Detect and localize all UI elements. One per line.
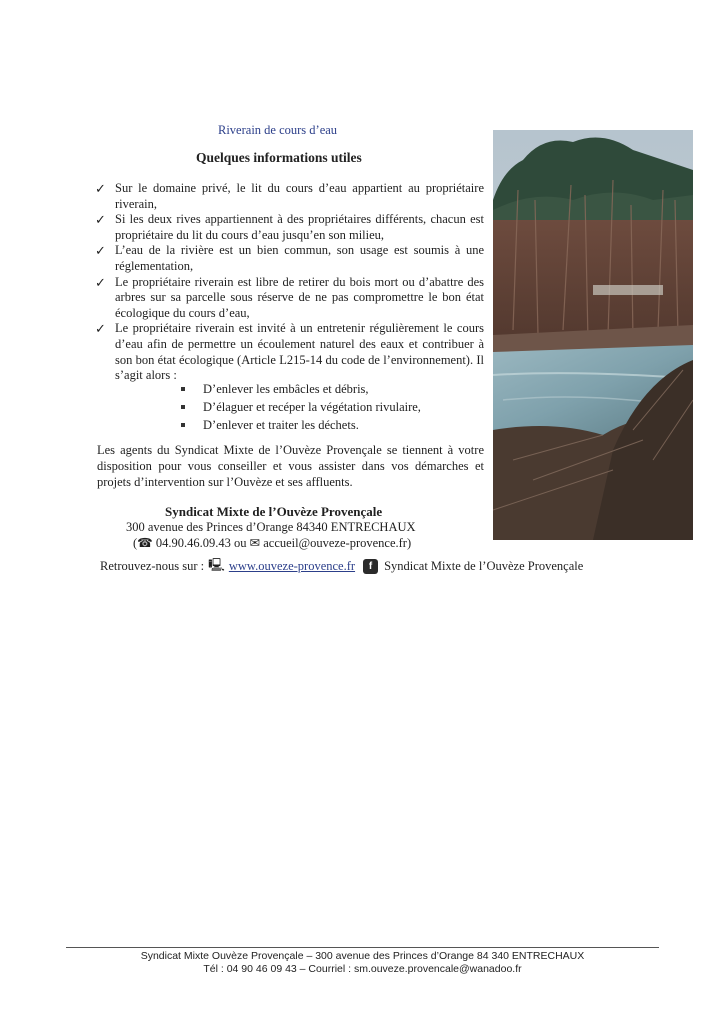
retrouvez-label: Retrouvez-nous sur : — [100, 559, 205, 573]
facebook-page-name: Syndicat Mixte de l’Ouvèze Provençale — [384, 559, 584, 573]
list-item: ✓ Sur le domaine privé, le lit du cours d’eau appartient au propriétaire riverain, — [95, 181, 484, 211]
organization-address: 300 avenue des Princes d’Orange 84340 ENTRECHAUX — [126, 520, 416, 534]
list-item: D’enlever les embâcles et débris, — [178, 380, 421, 398]
river-photo — [493, 130, 693, 540]
organization-name: Syndicat Mixte de l’Ouvèze Provençale — [165, 504, 383, 519]
footer-line-1: Syndicat Mixte Ouvèze Provençale – 300 avenue des Princes d’Orange 84 340 ENTRECHAUX — [140, 950, 585, 962]
list-item: ✓ Le propriétaire riverain est invité à un entretenir régulièrement le cours d’eau afin de permettre un écoulement naturel des eaux et contribuer à son bon état écologique (Article L215-14 du code de l’environnement). Il s’agit alors : — [95, 321, 484, 383]
footer-divider — [66, 947, 659, 948]
list-item: D’enlever et traiter les déchets. — [178, 416, 421, 434]
computer-icon: 🖳 — [208, 558, 225, 572]
check-mark-icon: ✓ — [95, 181, 106, 196]
square-bullet-icon — [181, 405, 185, 409]
phone-icon: ☎ — [137, 536, 153, 550]
phone-number: 04.90.46.09.43 — [155, 536, 231, 550]
square-bullet-icon — [181, 387, 185, 391]
contact-line: (☎ 04.90.46.09.43 ou ✉ accueil@ouveze-provence.fr) — [133, 536, 412, 550]
maintenance-list — [178, 380, 421, 434]
mail-icon: ✉ — [249, 536, 261, 550]
list-item: ✓ Le propriétaire riverain est libre de retirer du bois mort ou d’abattre des arbres sur sa parcelle sous réserve de ne pas compromettre le bon état écologique du cours d’eau, — [95, 274, 484, 320]
footer — [66, 950, 659, 976]
page-title: Riverain de cours d’eau — [218, 123, 338, 137]
facebook-icon[interactable]: f — [363, 559, 378, 574]
list-item: ✓ L’eau de la rivière est un bien commun, son usage est soumis à une réglementation, — [95, 243, 484, 273]
list-item: ✓ Si les deux rives appartiennent à des propriétaires différents, chacun est propriétaire du lit du cours d’eau jusqu’en son milieu, — [95, 212, 484, 242]
email-address[interactable]: accueil@ouveze-provence.fr — [263, 536, 407, 550]
social-line — [100, 556, 583, 577]
agents-paragraph: Les agents du Syndicat Mixte de l’Ouvèze Provençale se tiennent à votre disposition pour vous conseiller et vous assister dans vos démarches et projets d’intervention sur l’Ouvèze et ses affluents. — [97, 443, 484, 489]
check-mark-icon: ✓ — [95, 321, 106, 337]
footer-line-2: Tél : 04 90 46 09 43 – Courriel : sm.ouveze.provencale@wanadoo.fr — [203, 963, 522, 975]
check-mark-icon: ✓ — [95, 243, 106, 259]
square-bullet-icon — [181, 423, 185, 427]
info-list — [92, 181, 484, 384]
check-mark-icon: ✓ — [95, 274, 106, 290]
section-subtitle: Quelques informations utiles — [196, 150, 362, 165]
website-link[interactable]: www.ouveze-provence.fr — [228, 559, 356, 573]
list-item: D’élaguer et recéper la végétation rivulaire, — [178, 398, 421, 416]
check-mark-icon: ✓ — [95, 212, 106, 228]
